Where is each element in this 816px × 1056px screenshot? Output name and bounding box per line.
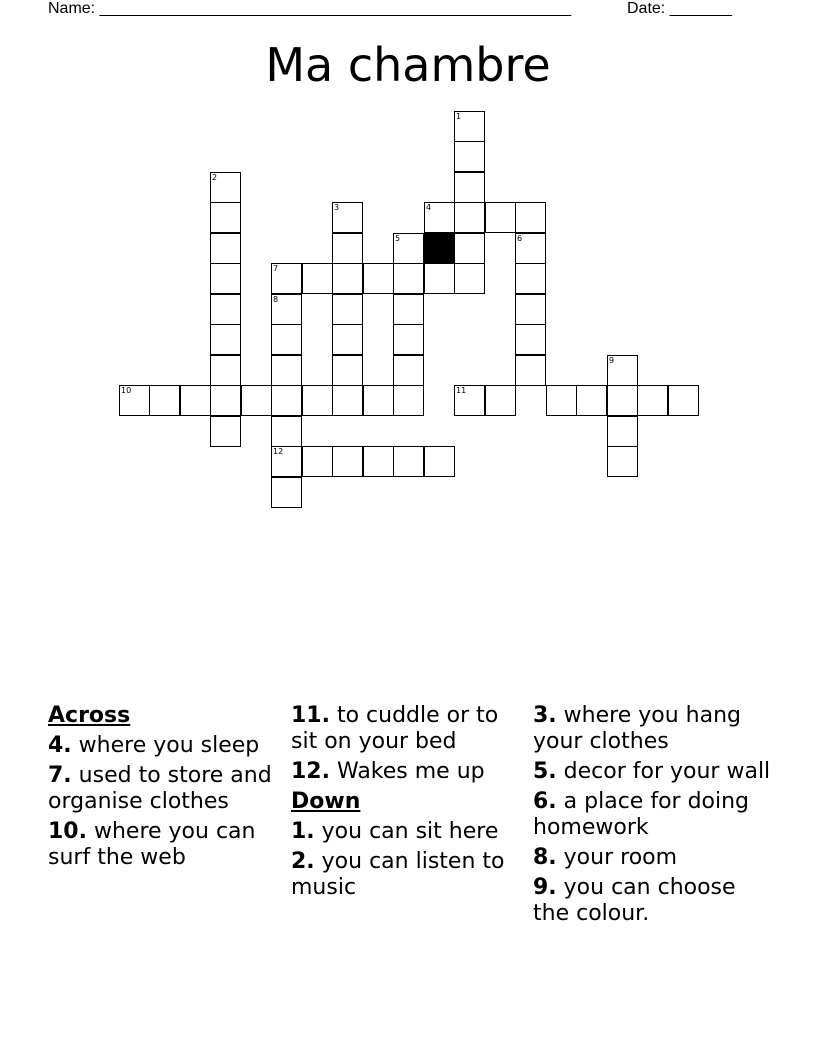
- grid-cell[interactable]: [454, 172, 485, 203]
- clue-number: 1.: [291, 819, 315, 844]
- clue-number-label: 9: [609, 356, 615, 365]
- clue: [291, 819, 527, 845]
- across-heading: Across: [48, 703, 131, 728]
- clue-number-label: 7: [273, 264, 279, 273]
- across-clue-list: [48, 733, 280, 871]
- clue-number-label: 6: [517, 234, 523, 243]
- grid-cell[interactable]: [210, 355, 241, 386]
- grid-cell[interactable]: [515, 263, 546, 294]
- grid-cell[interactable]: [454, 141, 485, 172]
- clue-text: decor for your wall: [556, 759, 771, 784]
- clue-text: you can sit here: [314, 819, 499, 844]
- clue-number: 12.: [291, 759, 330, 784]
- grid-cell[interactable]: [271, 355, 302, 386]
- down-heading: Down: [291, 789, 361, 814]
- grid-cell[interactable]: [149, 385, 180, 416]
- grid-cell[interactable]: [210, 324, 241, 355]
- grid-cell[interactable]: [332, 324, 363, 355]
- clue-number-label: 10: [121, 386, 132, 395]
- clue: [291, 703, 527, 755]
- clue: [533, 759, 773, 785]
- clue-text: you can choose the colour.: [533, 875, 736, 926]
- grid-cell[interactable]: [210, 172, 241, 203]
- down-clue-list: [291, 819, 527, 901]
- clue-number: 9.: [533, 875, 557, 900]
- grid-cell[interactable]: [332, 294, 363, 325]
- clue-number-label: 4: [426, 203, 432, 212]
- clue-text: to cuddle or to sit on your bed: [291, 703, 499, 754]
- grid-cell[interactable]: [302, 446, 333, 477]
- grid-cell[interactable]: [424, 446, 455, 477]
- grid-cell[interactable]: [576, 385, 607, 416]
- grid-cell[interactable]: [332, 233, 363, 264]
- clue-number-label: 11: [456, 386, 467, 395]
- grid-cell[interactable]: [210, 385, 241, 416]
- clue-number: 8.: [533, 845, 557, 870]
- grid-cell[interactable]: [302, 385, 333, 416]
- grid-cell[interactable]: [332, 385, 363, 416]
- grid-cell[interactable]: [515, 233, 546, 264]
- clues-column-3: [533, 703, 773, 931]
- clue-text: a place for doing homework: [533, 789, 750, 840]
- clue: [48, 733, 280, 759]
- grid-cell[interactable]: [607, 416, 638, 447]
- grid-cell[interactable]: [210, 294, 241, 325]
- grid-cell[interactable]: [546, 385, 577, 416]
- clue-number-label: 5: [395, 234, 401, 243]
- grid-cell[interactable]: [393, 294, 424, 325]
- grid-cell[interactable]: [119, 385, 150, 416]
- grid-cell[interactable]: [210, 202, 241, 233]
- grid-cell[interactable]: [332, 355, 363, 386]
- grid-cell[interactable]: [454, 202, 485, 233]
- clue: [533, 845, 773, 871]
- clue-number-label: 12: [273, 447, 284, 456]
- grid-cell[interactable]: [393, 263, 424, 294]
- grid-cell[interactable]: [515, 294, 546, 325]
- clue: [533, 875, 773, 927]
- black-square: [424, 233, 455, 264]
- grid-cell[interactable]: [637, 385, 668, 416]
- grid-cell[interactable]: [363, 263, 394, 294]
- grid-cell[interactable]: [515, 324, 546, 355]
- clue-number: 6.: [533, 789, 557, 814]
- clue: [48, 763, 280, 815]
- grid-cell[interactable]: [210, 263, 241, 294]
- grid-cell[interactable]: [363, 385, 394, 416]
- grid-cell[interactable]: [271, 477, 302, 508]
- clue-number: 4.: [48, 733, 72, 758]
- clue-number: 11.: [291, 703, 330, 728]
- across-clue-list-continued: [291, 703, 527, 785]
- grid-cell[interactable]: [363, 446, 394, 477]
- clue-text: used to store and organise clothes: [48, 763, 272, 814]
- clue-text: your room: [556, 845, 678, 870]
- grid-cell[interactable]: [668, 385, 699, 416]
- clues-column-2: [291, 703, 527, 905]
- grid-cell[interactable]: [424, 263, 455, 294]
- grid-cell[interactable]: [515, 202, 546, 233]
- grid-cell[interactable]: [393, 324, 424, 355]
- grid-cell[interactable]: [393, 385, 424, 416]
- grid-cell[interactable]: [302, 263, 333, 294]
- grid-cell[interactable]: [393, 446, 424, 477]
- grid-cell[interactable]: [210, 416, 241, 447]
- date-field-line: Date: _______: [627, 0, 732, 17]
- grid-cell[interactable]: [332, 263, 363, 294]
- clue-number: 2.: [291, 849, 315, 874]
- clue-number: 10.: [48, 819, 87, 844]
- grid-cell[interactable]: [271, 294, 302, 325]
- grid-cell[interactable]: [454, 233, 485, 264]
- grid-cell[interactable]: [607, 385, 638, 416]
- grid-cell[interactable]: [485, 385, 516, 416]
- clues-column-1: [48, 703, 280, 875]
- grid-cell[interactable]: [515, 355, 546, 386]
- grid-cell[interactable]: [241, 385, 272, 416]
- grid-cell[interactable]: [454, 111, 485, 142]
- clue-text: you can listen to music: [291, 849, 505, 900]
- clue: [291, 759, 527, 785]
- clue-number: 7.: [48, 763, 72, 788]
- grid-cell[interactable]: [485, 202, 516, 233]
- grid-cell[interactable]: [607, 355, 638, 386]
- clue-text: where you can surf the web: [48, 819, 256, 870]
- grid-cell[interactable]: [271, 385, 302, 416]
- clue-number-label: 3: [334, 203, 340, 212]
- clue: [291, 849, 527, 901]
- clue-number-label: 8: [273, 295, 279, 304]
- clue: [533, 789, 773, 841]
- down-clue-list-continued: [533, 703, 773, 927]
- grid-cell[interactable]: [271, 446, 302, 477]
- clue: [533, 703, 773, 755]
- clue-text: where you hang your clothes: [533, 703, 741, 754]
- grid-cell[interactable]: [271, 324, 302, 355]
- clue-text: Wakes me up: [329, 759, 485, 784]
- clue: [48, 819, 280, 871]
- grid-cell[interactable]: [393, 355, 424, 386]
- grid-cell[interactable]: [454, 385, 485, 416]
- name-field-line: Name: _____________________________________________________: [48, 0, 572, 17]
- grid-cell[interactable]: [332, 446, 363, 477]
- grid-cell[interactable]: [424, 202, 455, 233]
- page-title: Ma chambre: [265, 38, 551, 92]
- clue-number-label: 2: [212, 173, 218, 182]
- clue-number: 3.: [533, 703, 557, 728]
- grid-cell[interactable]: [393, 233, 424, 264]
- grid-cell[interactable]: [454, 263, 485, 294]
- grid-cell[interactable]: [271, 416, 302, 447]
- clue-number: 5.: [533, 759, 557, 784]
- grid-cell[interactable]: [210, 233, 241, 264]
- grid-cell[interactable]: [332, 202, 363, 233]
- grid-cell[interactable]: [271, 263, 302, 294]
- grid-cell[interactable]: [607, 446, 638, 477]
- grid-cell[interactable]: [180, 385, 211, 416]
- clue-text: where you sleep: [71, 733, 260, 758]
- clue-number-label: 1: [456, 112, 462, 121]
